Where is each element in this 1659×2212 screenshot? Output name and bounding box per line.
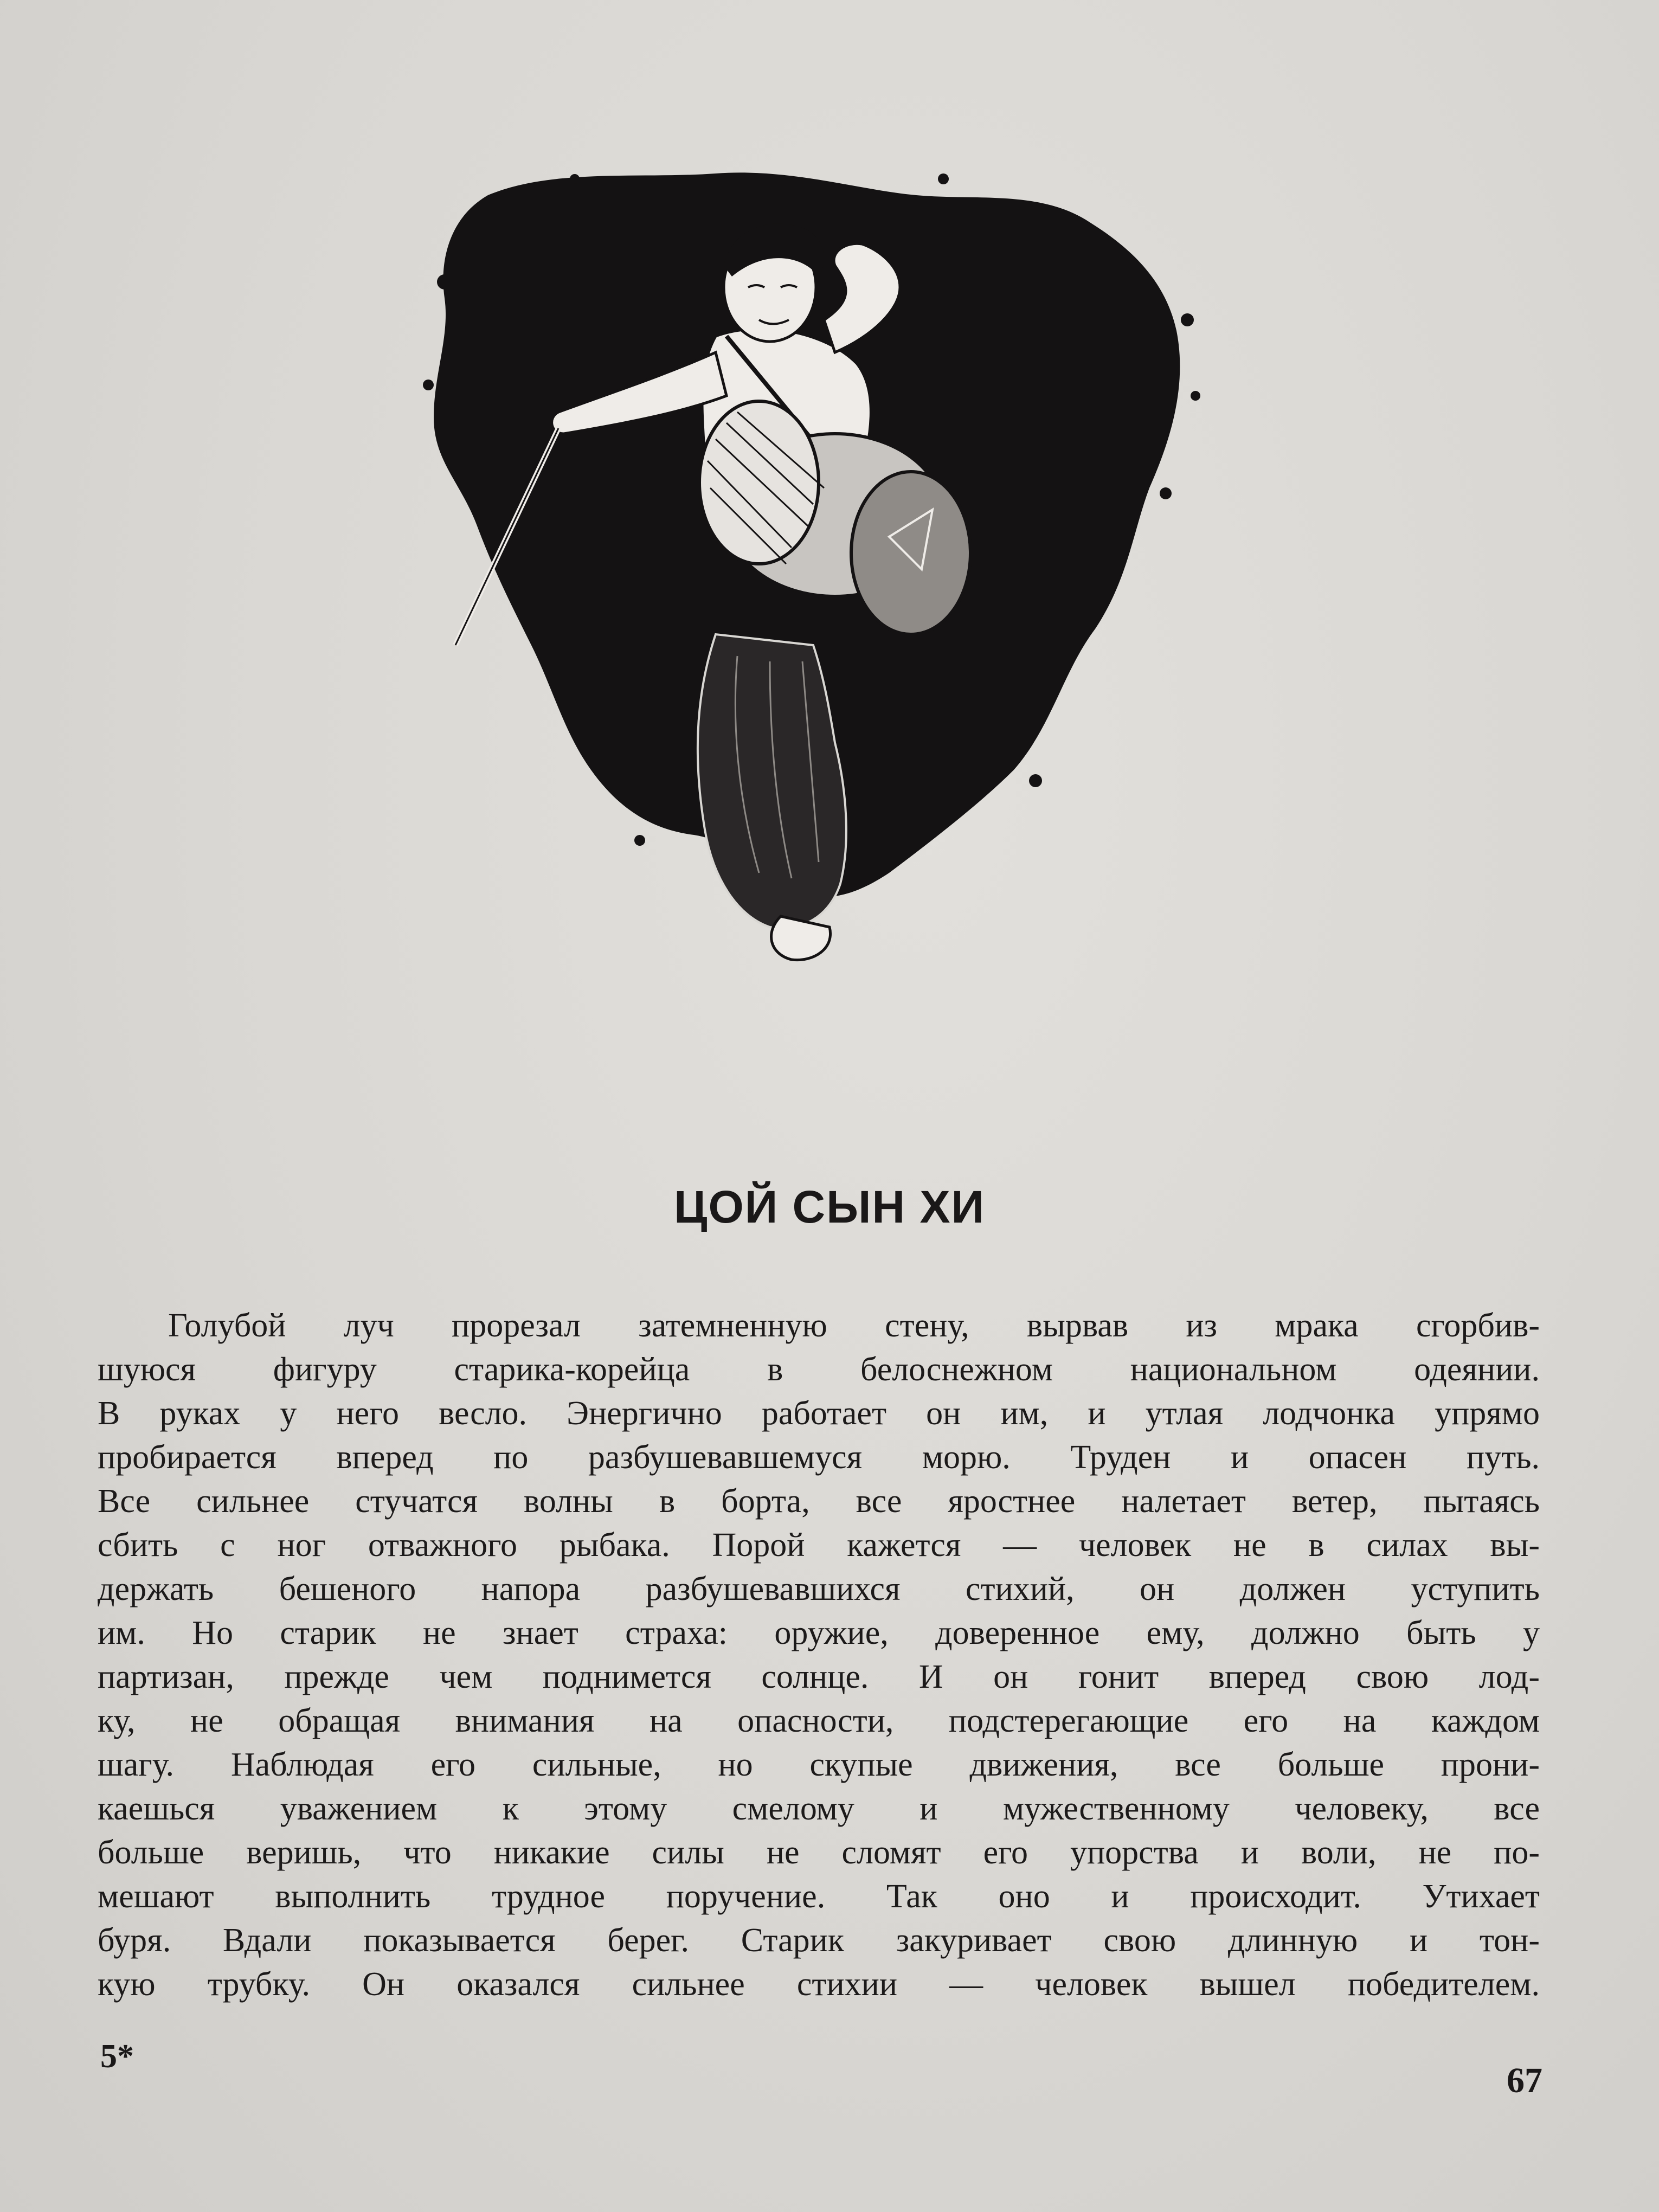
text-line: партизан, прежде чем поднимется солнце. И он гонит вперед свою лод- [98,1658,1540,1695]
text-line: мешают выполнить трудное поручение. Так оно и происходит. Утихает [98,1878,1540,1915]
text-line: Голубой луч прорезал затемненную стену, вырвав из мрака сгорбив- [168,1307,1540,1344]
body-paragraph [98,1304,1540,2007]
text-line: буря. Вдали показывается берег. Старик закуривает свою длинную и тон- [98,1922,1540,1959]
text-line: им. Но старик не знает страха: оружие, доверенное ему, должно быть у [98,1615,1540,1651]
text-line: каешься уважением к этому смелому и мужественному человеку, все [98,1790,1540,1827]
page-title: ЦОЙ СЫН ХИ [674,1181,985,1232]
text-line: ку, не обращая внимания на опасности, подстерегающие его на каждом [98,1702,1540,1739]
text-line: кую трубку. Он оказался сильнее стихии — человек вышел победителем. [98,1966,1540,2003]
text-line: Все сильнее стучатся волны в борта, все яростнее налетает ветер, пытаясь [98,1483,1540,1520]
page-number: 67 [1507,2061,1542,2100]
signature-mark: 5* [100,2038,134,2075]
text-line: больше веришь, что никакие силы не сломят его упорства и воли, не по- [98,1834,1540,1871]
text-line: В руках у него весло. Энергично работает он им, и утлая лодчонка упрямо [98,1395,1540,1432]
text-line: держать бешеного напора разбушевавшихся стихий, он должен уступить [98,1571,1540,1607]
text-line: шуюся фигуру старика-корейца в белоснежном национальном одеянии. [98,1351,1540,1388]
text-line: пробирается вперед по разбушевавшемуся морю. Труден и опасен путь. [98,1439,1540,1476]
text-line: шагу. Наблюдая его сильные, но скупые движения, все больше прони- [98,1746,1540,1783]
dancer-with-drum-illustration [412,157,1258,1036]
shoe [771,916,831,960]
text-line: сбить с ног отважного рыбака. Порой кажется — человек не в силах вы- [98,1527,1540,1564]
